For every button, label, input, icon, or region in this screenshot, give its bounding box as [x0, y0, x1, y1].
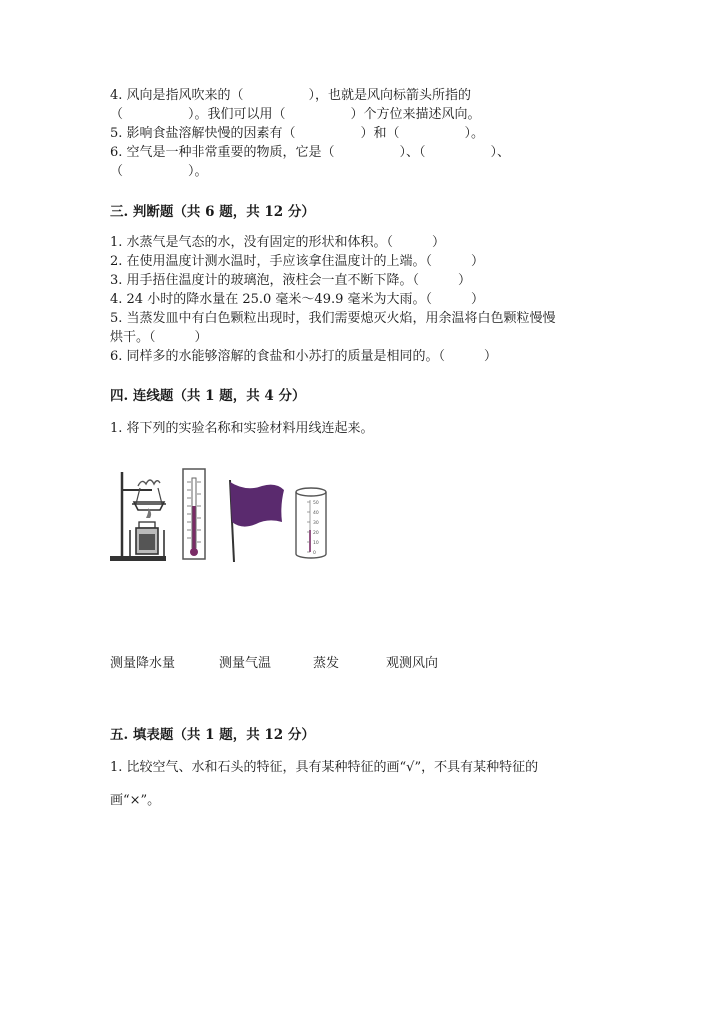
wind-flag-icon [222, 476, 288, 564]
fill-question-6-line-1: 6. 空气是一种非常重要的物质，它是（ ）、（ ）、 [110, 145, 511, 160]
table-question-1-line-2: 画“×”。 [110, 793, 161, 808]
matching-question-1: 1. 将下列的实验名称和实验材料用线连起来。 [110, 421, 374, 436]
judge-question-1: 1. 水蒸气是气态的水，没有固定的形状和体积。（ ） [110, 235, 446, 250]
gauge-tick-0: 0 [313, 551, 316, 556]
label-evaporation: 蒸发 [313, 656, 340, 671]
judge-question-4: 4. 24 小时的降水量在 25.0 毫米～49.9 毫米为大雨。（ ） [110, 292, 484, 307]
gauge-tick-30: 30 [313, 521, 319, 526]
judge-question-6: 6. 同样多的水能够溶解的食盐和小苏打的质量是相同的。（ ） [110, 349, 498, 364]
judge-question-2: 2. 在使用温度计测水温时，手应该拿住温度计的上端。（ ） [110, 254, 485, 269]
gauge-tick-50: 50 [313, 501, 319, 506]
judge-question-5-line-1: 5. 当蒸发皿中有白色颗粒出现时，我们需要熄灭火焰，用余温将白色颗粒慢慢 [110, 311, 556, 326]
evaporation-apparatus-icon [108, 468, 168, 564]
thermometer-icon [182, 468, 206, 560]
gauge-tick-20: 20 [313, 531, 319, 536]
fill-question-6-line-2: （ ）。 [110, 164, 208, 179]
judge-question-3: 3. 用手捂住温度计的玻璃泡，液柱会一直不断下降。（ ） [110, 273, 472, 288]
fill-question-4-line-1: 4. 风向是指风吹来的（ ），也就是风向标箭头所指的 [110, 88, 472, 103]
section-4-heading: 四. 连线题（共 1 题，共 4 分） [110, 388, 306, 404]
fill-question-5: 5. 影响食盐溶解快慢的因素有（ ）和（ ）。 [110, 126, 485, 141]
table-question-1-line-1: 1. 比较空气、水和石头的特征，具有某种特征的画“√”，不具有某种特征的 [110, 760, 539, 775]
gauge-tick-40: 40 [313, 511, 319, 516]
label-observe-wind-direction: 观测风向 [386, 656, 439, 671]
gauge-tick-10: 10 [313, 541, 319, 546]
fill-question-4-line-2: （ ）。我们可以用（ ）个方位来描述风向。 [110, 107, 481, 122]
rain-gauge-icon [294, 486, 328, 562]
judge-question-5-line-2: 烘干。（ ） [110, 330, 208, 345]
label-measure-precipitation: 测量降水量 [110, 656, 176, 671]
label-measure-temperature: 测量气温 [219, 656, 272, 671]
section-3-heading: 三. 判断题（共 6 题，共 12 分） [110, 204, 315, 220]
section-5-heading: 五. 填表题（共 1 题，共 12 分） [110, 727, 315, 743]
